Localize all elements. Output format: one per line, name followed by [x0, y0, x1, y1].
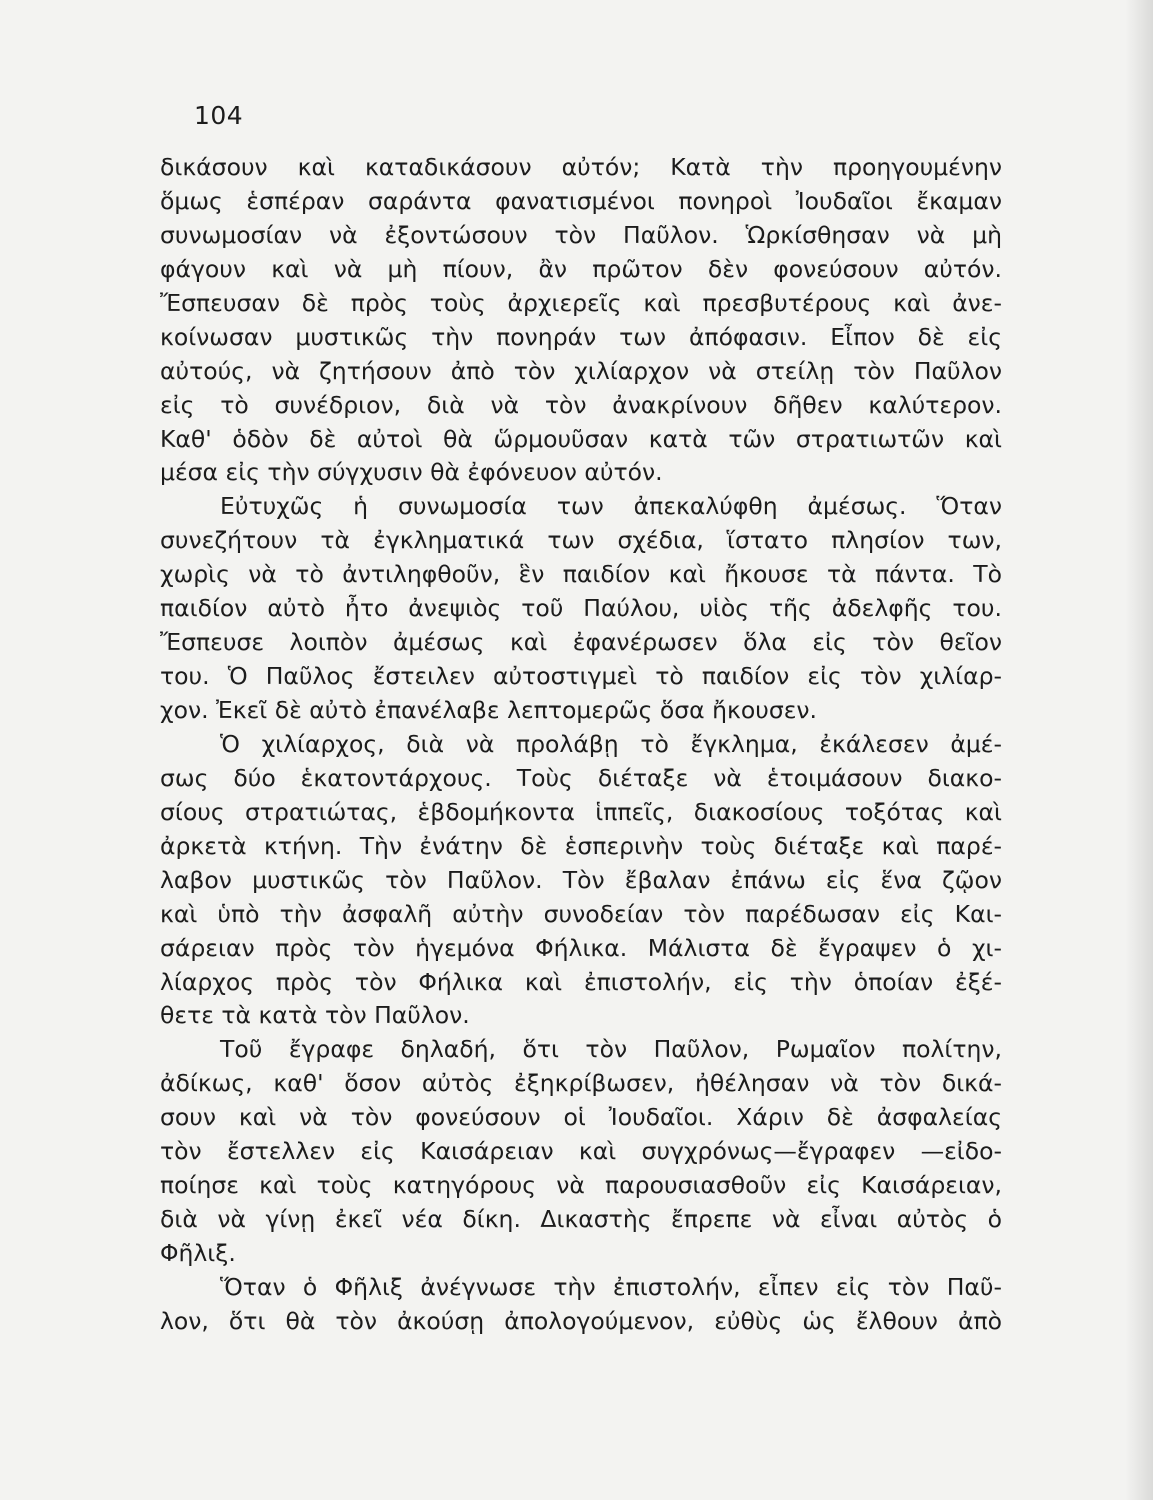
text-line: χον. Ἐκεῖ δὲ αὐτὸ ἐπανέλαβε λεπτομερῶς ὅσα ἤκουσεν.: [160, 696, 818, 724]
text-line: σάρειαν πρὸς τὸν ἡγεμόνα Φήλικα. Μάλιστα δὲ ἔγραψεν ὁ χι-: [160, 933, 1002, 962]
text-line: καὶ ὑπὸ τὴν ἀσφαλῆ αὐτὴν συνοδείαν τὸν παρέδωσαν εἰς Και-: [160, 899, 1002, 928]
text-line: Καθ' ὁδὸν δὲ αὐτοὶ θὰ ὥρμουῦσαν κατὰ τῶν στρατιωτῶν καὶ: [160, 424, 1002, 453]
text-line: λαβον μυστικῶς τὸν Παῦλον. Τὸν ἔβαλαν ἐπάνω εἰς ἕνα ζῷον: [160, 865, 1002, 894]
text-line: χωρὶς νὰ τὸ ἀντιληφθοῦν, ἓν παιδίον καὶ ἤκουσε τὰ πάντα. Τὸ: [160, 560, 1002, 589]
text-line: σουν καὶ νὰ τὸν φονεύσουν οἱ Ἰουδαῖοι. Χάριν δὲ ἀσφαλείας: [160, 1103, 1002, 1132]
text-line: σίους στρατιώτας, ἑβδομήκοντα ἱππεῖς, διακοσίους τοξότας καὶ: [160, 797, 1002, 826]
text-line: παιδίον αὐτὸ ἦτο ἀνεψιὸς τοῦ Παύλου, υἱὸς τῆς ἀδελφῆς του.: [160, 594, 1002, 623]
text-line: θετε τὰ κατὰ τὸν Παῦλον.: [160, 1001, 470, 1030]
text-line: συνωμοσίαν νὰ ἐξοντώσουν τὸν Παῦλον. Ὡρκίσθησαν νὰ μὴ: [160, 220, 1002, 249]
text-line: λον, ὅτι θὰ τὸν ἀκούσῃ ἀπολογούμενον, εὐθὺς ὡς ἔλθουν ἀπὸ: [160, 1306, 1002, 1335]
body-text: [160, 151, 1002, 1339]
text-line: Εὐτυχῶς ἡ συνωμοσία των ἀπεκαλύφθη ἀμέσως. Ὅταν: [220, 492, 1002, 521]
text-line: Τοῦ ἔγραφε δηλαδή, ὅτι τὸν Παῦλον, Ρωμαῖον πολίτην,: [220, 1035, 1002, 1064]
text-line: ὅμως ἑσπέραν σαράντα φανατισμένοι πονηροὶ Ἰουδαῖοι ἔκαμαν: [160, 186, 1002, 215]
text-line: Ἔσπευσε λοιπὸν ἀμέσως καὶ ἐφανέρωσεν ὅλα εἰς τὸν θεῖον: [160, 628, 1002, 657]
text-line: Ὁ χιλίαρχος, διὰ νὰ προλάβῃ τὸ ἔγκλημα, ἐκάλεσεν ἀμέ-: [220, 729, 1002, 758]
text-line: Ἔσπευσαν δὲ πρὸς τοὺς ἀρχιερεῖς καὶ πρεσβυτέρους καὶ ἀνε-: [160, 288, 1002, 317]
page-number: 104: [194, 101, 244, 130]
text-line: ἀρκετὰ κτήνη. Τὴν ἐνάτην δὲ ἑσπερινὴν τοὺς διέταξε καὶ παρέ-: [160, 831, 1002, 860]
text-line: ποίησε καὶ τοὺς κατηγόρους νὰ παρουσιασθοῦν εἰς Καισάρειαν,: [160, 1171, 1002, 1200]
text-line: φάγουν καὶ νὰ μὴ πίουν, ἂν πρῶτον δὲν φονεύσουν αὐτόν.: [160, 254, 1002, 283]
text-line: σως δύο ἑκατοντάρχους. Τοὺς διέταξε νὰ ἑτοιμάσουν διακο-: [160, 763, 1002, 792]
text-line: του. Ὁ Παῦλος ἔστειλεν αὐτοστιγμεὶ τὸ παιδίον εἰς τὸν χιλίαρ-: [160, 662, 1002, 691]
text-line: δικάσουν καὶ καταδικάσουν αὐτόν; Κατὰ τὴν προηγουμένην: [160, 153, 1002, 181]
text-line: κοίνωσαν μυστικῶς τὴν πονηράν των ἀπόφασιν. Εἶπον δὲ εἰς: [160, 322, 1002, 351]
text-line: Ὅταν ὁ Φῆλιξ ἀνέγνωσε τὴν ἐπιστολήν, εἶπεν εἰς τὸν Παῦ-: [220, 1272, 1002, 1301]
page-edge-shadow: [1125, 0, 1153, 1500]
text-line: συνεζήτουν τὰ ἐγκληματικά των σχέδια, ἵστατο πλησίον των,: [160, 526, 1002, 555]
text-line: λίαρχος πρὸς τὸν Φήλικα καὶ ἐπιστολήν, εἰς τὴν ὁποίαν ἐξέ-: [160, 967, 1002, 996]
text-line: μέσα εἰς τὴν σύγχυσιν θὰ ἐφόνευον αὐτόν.: [160, 458, 663, 487]
text-line: αὐτούς, νὰ ζητήσουν ἀπὸ τὸν χιλίαρχον νὰ στείλῃ τὸν Παῦλον: [160, 356, 1002, 385]
text-line: εἰς τὸ συνέδριον, διὰ νὰ τὸν ἀνακρίνουν δῆθεν καλύτερον.: [160, 390, 1002, 419]
text-line: Φῆλιξ.: [160, 1239, 236, 1267]
text-line: τὸν ἔστελλεν εἰς Καισάρειαν καὶ συγχρόνως—ἔγραφεν —εἰδο-: [160, 1137, 1002, 1166]
text-line: διὰ νὰ γίνῃ ἐκεῖ νέα δίκη. Δικαστὴς ἔπρεπε νὰ εἶναι αὐτὸς ὁ: [160, 1205, 1002, 1234]
text-line: ἀδίκως, καθ' ὅσον αὐτὸς ἐξηκρίβωσεν, ἠθέλησαν νὰ τὸν δικά-: [160, 1069, 1002, 1098]
